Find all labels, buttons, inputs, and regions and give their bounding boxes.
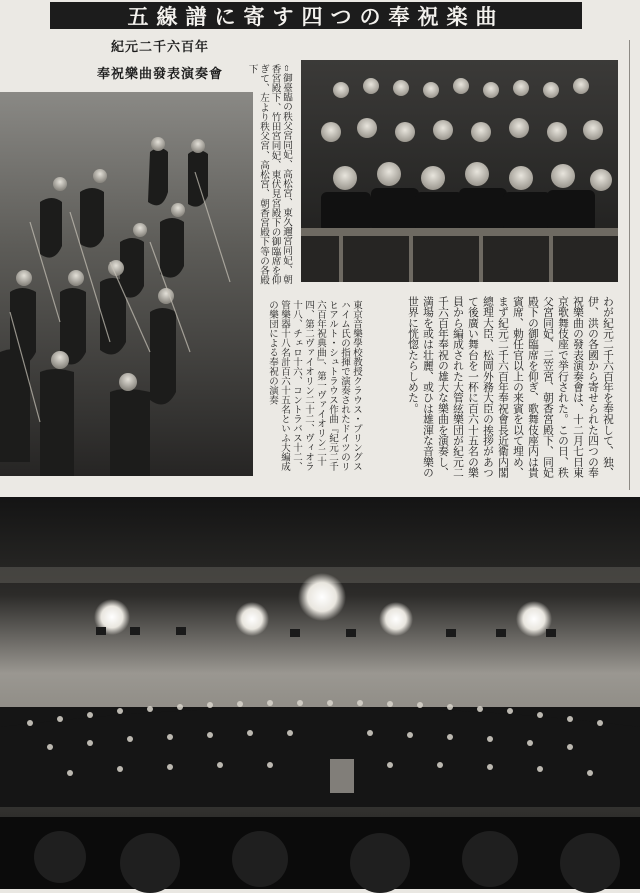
photo-caption: ⇧御臺臨の秩父宮同妃、高松宮、東久邇宮同妃、朝香宮殿下、竹田宮同妃、東伏見宮殿下の御臨席を仰ぎて、左より秩父宮、高松宮、朝香宮殿下等の各殿下 (246, 64, 292, 285)
subtitle-line-1: 紀元二千六百年 (110, 40, 209, 55)
banner-title: 五線譜に寄す四つの奉祝楽曲 (50, 2, 582, 29)
caption-arrow-icon: ⇧ (282, 64, 291, 73)
concert-hall-photo (0, 497, 640, 889)
subtitle (40, 36, 280, 82)
article-body: わが紀元二千六百年を奉祝して、独、伊、洪の各國から寄せられた四つの奉祝樂曲の發表演奏會は、十二月七日東京歌舞伎座で挙行された。この日、秩父宮同妃、三笠宮、朝香宮殿下、同妃殿下の御臨席を仰ぎ、歌舞伎座内は貴賓席、勅任官以上の来賓を以て埋め、まず紀元二千六百年奉祝會長近衛内閣總理大臣、松岡外務大臣の挨拶があつて後廣い舞台を一杯に百六十五名の樂員から編成された大管絃樂団が紀元二千六百年奉祝の雄大な樂曲を演奏し、満場を或は壮麗、或ひは雄渾な音樂の世界に恍惚たらしめた。 (407, 296, 615, 478)
subtitle-line-2: 奉祝樂曲發表演奏會 (96, 67, 223, 82)
audience-photo-image (301, 60, 618, 282)
orchestra-photo (0, 92, 253, 476)
concert-hall-image (0, 497, 640, 889)
orchestra-photo-image (0, 92, 253, 476)
audience-photo (301, 60, 618, 282)
program-note: 東京音樂學校教授クラウス・プリングスハイム氏の指揮で演奏されたドイツのリヒアルト・シュトラウス作曲『紀元二千六百年祝典曲』、第一ヴァイオリン二十四、第二ヴァイオリン二十二、ヴィオラ十八、チェロ十六、コントラバス十二、管樂器十八名計百六十五名といふ大編成の樂団による奉祝の演奏 (267, 300, 362, 471)
page-edge-rule (629, 40, 630, 490)
